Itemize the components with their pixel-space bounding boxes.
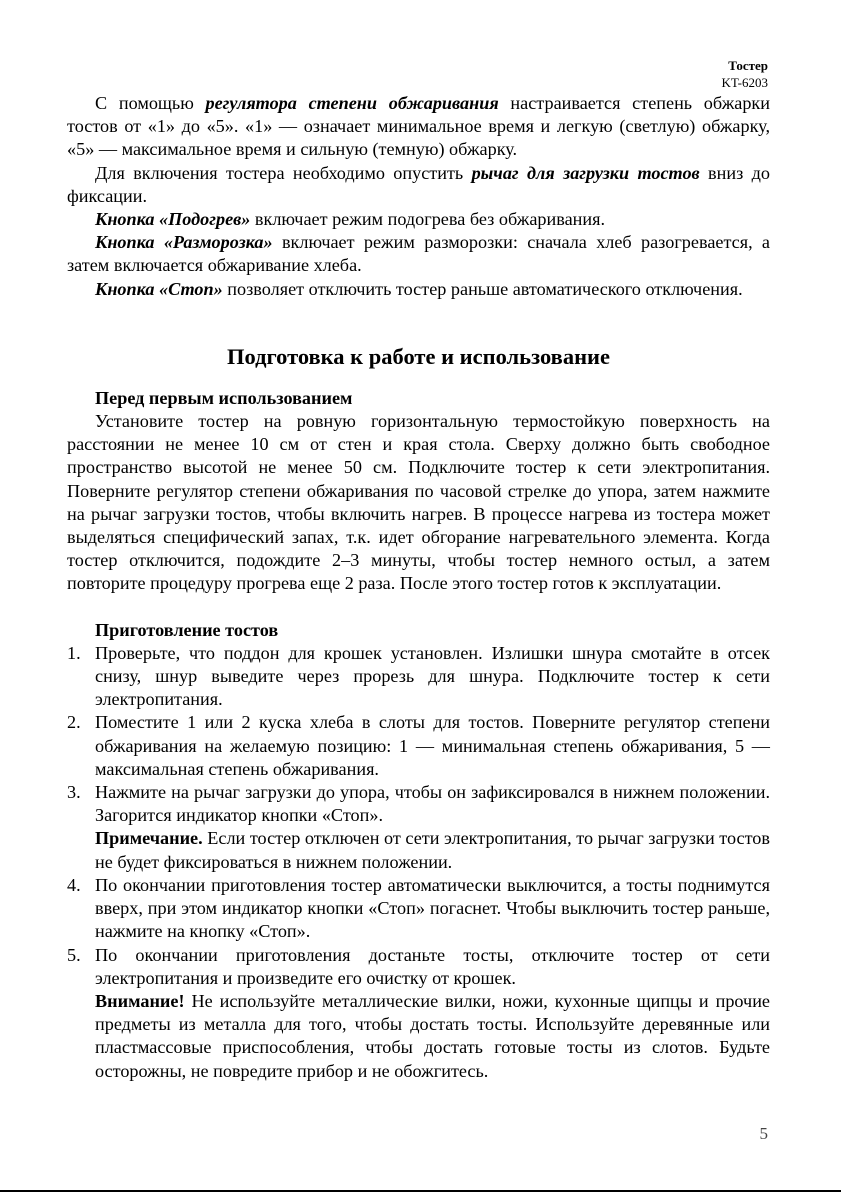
step-number: 3.: [67, 782, 81, 803]
text-run: Для включения тостера необходимо опустить: [95, 162, 472, 183]
intro-paragraph: [67, 231, 770, 277]
step-text: Поместите 1 или 2 куска хлеба в слоты для тостов. Поверните регулятор степени обжаривания на желаемую позицию: 1 — минимальная степень обжаривания, 5 — максимальная степень обжаривания.: [95, 712, 770, 779]
step-number: 1.: [67, 642, 81, 663]
page-bottom-rule: [0, 1190, 841, 1192]
term-defrost-button: Кнопка «Разморозка»: [95, 232, 273, 253]
step-number: 2.: [67, 712, 81, 733]
term-toast-lever: рычаг для загрузки тостов: [471, 162, 700, 183]
first-use-heading: Перед первым использованием: [95, 387, 353, 408]
text-run: настраивается степень обжарки тостов от «1» до «5». «1» — означает минимальное время и легкую (светлую) обжарку, «5» — максимальное время и сильную (темную) обжарку.: [67, 93, 770, 160]
header-product: Тостер: [728, 58, 768, 73]
text-run: включает режим подогрева без обжаривания.: [250, 209, 606, 230]
intro-paragraph: [67, 92, 770, 162]
term-reheat-button: Кнопка «Подогрев»: [95, 209, 251, 230]
page-content: [67, 92, 770, 1083]
list-item: [67, 711, 770, 781]
page-number: 5: [759, 1124, 768, 1143]
step-note: [95, 827, 770, 873]
intro-paragraph: [67, 278, 770, 301]
step-text: По окончании приготовления тостер автоматически выключится, а тосты поднимутся вверх, при этом индикатор кнопки «Стоп» погаснет. Чтобы выключить тостер раньше, нажмите на кнопку «Стоп».: [95, 874, 770, 942]
step-text: По окончании приготовления достаньте тосты, отключите тостер от сети электропитания и произведите его очистку от крошек.: [95, 944, 770, 988]
list-item: [67, 944, 770, 1083]
step-number: 4.: [67, 874, 81, 895]
step-text: Нажмите на рычаг загрузки до упора, чтобы он зафиксировался в нижнем положении. Загорится индикатор кнопки «Стоп».: [95, 782, 770, 826]
note-label: Примечание.: [95, 828, 203, 849]
intro-section: [67, 92, 770, 301]
warning-text: Не используйте металлические вилки, ножи, кухонные щипцы и прочие предметы из металла для того, чтобы достать тосты. Используйте деревянные или пластмассовые приспособления, чтобы достать готовые тосты из слотов. Будьте осторожны, не повредите прибор и не обожгитесь.: [95, 990, 770, 1081]
intro-paragraph: [67, 208, 770, 231]
term-browning-control: регулятора степени обжаривания: [205, 93, 499, 113]
section-title: Подготовка к работе и использование: [226, 343, 610, 369]
text-run: включает режим разморозки: сначала хлеб разогревается, а затем включается обжаривание хлеба.: [67, 232, 771, 276]
text-run: С помощью: [95, 93, 206, 113]
header-model: KT-6203: [721, 75, 768, 90]
note-text: Если тостер отключен от сети электропитания, то рычаг загрузки тостов не будет фиксироваться в нижнем положении.: [95, 828, 770, 872]
step-note: [95, 990, 770, 1083]
first-use-paragraph: Установите тостер на ровную горизонтальную термостойкую поверхность на расстоянии не менее 10 см от стен и края стола. Сверху должно быть свободное пространство высотой не менее 50 см. Подключите тостер к сети электропитания. Поверните регулятор степени обжаривания по часовой стрелке до упора, затем нажмите на рычаг загрузки тостов, чтобы включить нагрев. В процессе нагрева из тостера может выделяться специфический запах, т.к. идет обгорание нагревательного элемента. Когда тостер отключится, подождите 2–3 минуты, чтобы тостер немного остыл, а затем повторите процедуру прогрева еще 2 раза. После этого тостер готов к эксплуатации.: [67, 411, 770, 594]
list-item: [67, 781, 770, 874]
step-text: Проверьте, что поддон для крошек установлен. Излишки шнура смотайте в отсек снизу, шнур выведите через прорезь для шнура. Подключите тостер к сети электропитания.: [95, 642, 770, 710]
intro-paragraph: [67, 162, 770, 208]
text-run: позволяет отключить тостер раньше автоматического отключения.: [222, 278, 743, 299]
step-number: 5.: [67, 944, 81, 965]
text-run: вниз до фиксации.: [67, 162, 771, 206]
running-header: [722, 57, 768, 91]
list-item: [67, 642, 770, 712]
toasting-steps: [67, 642, 770, 1083]
term-stop-button: Кнопка «Стоп»: [95, 278, 223, 299]
list-item: [67, 874, 770, 944]
toasting-heading: Приготовление тостов: [95, 619, 279, 640]
warning-label: Внимание!: [95, 990, 185, 1011]
